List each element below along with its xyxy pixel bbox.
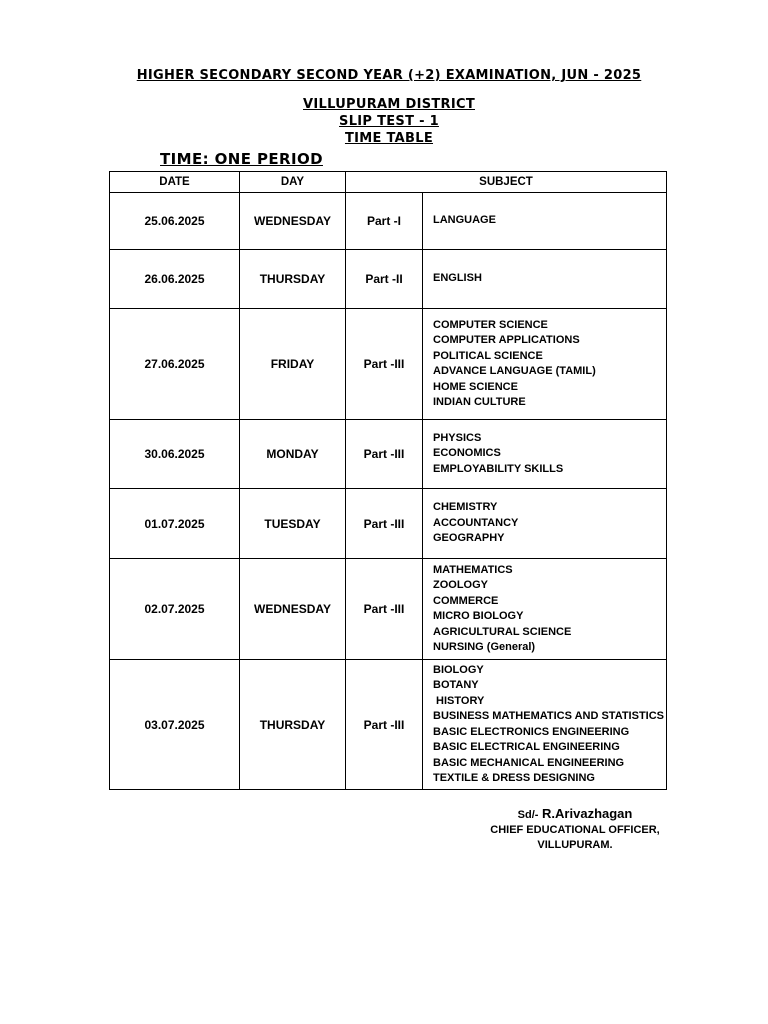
table-row	[110, 420, 667, 489]
row-day: THURSDAY	[240, 250, 346, 309]
row-part: Part -II	[346, 250, 423, 309]
subject-item: HOME SCIENCE	[433, 380, 518, 393]
subject-item: NURSING (General)	[433, 641, 536, 653]
subject-item: ZOOLOGY	[433, 579, 488, 591]
subject-item: BASIC MECHANICAL ENGINEERING	[433, 756, 625, 769]
row-day: TUESDAY	[240, 489, 346, 559]
subject-item: TEXTILE & DRESS DESIGNING	[433, 772, 595, 784]
slip-test-title: SLIP TEST - 1	[339, 114, 439, 129]
row-date: 02.07.2025	[110, 559, 240, 660]
row-part: Part -III	[346, 559, 423, 660]
timetable	[109, 171, 667, 790]
subject-item: PHYSICS	[433, 431, 482, 444]
subject-item: AGRICULTURAL SCIENCE	[433, 625, 572, 638]
row-date: 03.07.2025	[110, 660, 240, 790]
row-date: 30.06.2025	[110, 420, 240, 489]
header-subject: SUBJECT	[346, 172, 667, 193]
row-part: Part -III	[346, 489, 423, 559]
row-date: 27.06.2025	[110, 309, 240, 420]
subject-item: ADVANCE LANGUAGE (TAMIL)	[433, 365, 596, 377]
signature-name: R.Arivazhagan	[542, 806, 633, 821]
table-header-row	[110, 172, 667, 193]
row-subjects	[423, 250, 667, 309]
row-date: 01.07.2025	[110, 489, 240, 559]
signature-prefix: Sd/-	[517, 809, 539, 821]
row-subjects	[423, 559, 667, 660]
row-day: WEDNESDAY	[240, 193, 346, 250]
row-subjects	[423, 193, 667, 250]
table-row	[110, 660, 667, 790]
subject-item: HISTORY	[433, 694, 485, 707]
subject-item: BOTANY	[433, 679, 479, 691]
row-date: 25.06.2025	[110, 193, 240, 250]
row-date: 26.06.2025	[110, 250, 240, 309]
subject-item: BUSINESS MATHEMATICS AND STATISTICS	[433, 710, 664, 722]
header-day: DAY	[240, 172, 346, 193]
subject-item: MICRO BIOLOGY	[433, 610, 524, 622]
subject-item: LANGUAGE	[433, 214, 496, 227]
subject-item: BIOLOGY	[433, 663, 484, 676]
table-row	[110, 193, 667, 250]
subject-item: COMMERCE	[433, 594, 499, 607]
row-part: Part -I	[346, 193, 423, 250]
subject-item: COMPUTER APPLICATIONS	[433, 334, 580, 346]
table-row	[110, 250, 667, 309]
subject-item: ACCOUNTANCY	[433, 516, 519, 529]
signature-place: VILLUPURAM.	[537, 839, 613, 851]
subject-item: CHEMISTRY	[433, 501, 498, 514]
subject-item: BASIC ELECTRONICS ENGINEERING	[433, 725, 630, 738]
row-subjects	[423, 309, 667, 420]
exam-title: HIGHER SECONDARY SECOND YEAR (+2) EXAMINATION, JUN - 2025	[136, 68, 642, 83]
subject-item: GEOGRAPHY	[433, 532, 505, 545]
row-day: THURSDAY	[240, 660, 346, 790]
subject-item: EMPLOYABILITY SKILLS	[433, 462, 564, 475]
table-row	[110, 559, 667, 660]
row-subjects	[423, 660, 667, 790]
district-title: VILLUPURAM DISTRICT	[303, 97, 475, 112]
row-day: MONDAY	[240, 420, 346, 489]
row-day: WEDNESDAY	[240, 559, 346, 660]
header-date: DATE	[110, 172, 240, 193]
row-part: Part -III	[346, 660, 423, 790]
subject-item: COMPUTER SCIENCE	[433, 318, 548, 331]
time-duration: TIME: ONE PERIOD	[160, 150, 323, 168]
subject-item: BASIC ELECTRICAL ENGINEERING	[433, 741, 620, 753]
subject-item: POLITICAL SCIENCE	[433, 349, 543, 362]
row-part: Part -III	[346, 309, 423, 420]
subject-item: ENGLISH	[433, 272, 482, 285]
subject-item: INDIAN CULTURE	[433, 396, 526, 408]
row-subjects	[423, 489, 667, 559]
table-body	[110, 193, 667, 790]
row-part: Part -III	[346, 420, 423, 489]
row-day: FRIDAY	[240, 309, 346, 420]
signature-name-line	[480, 806, 670, 821]
timetable-title: TIME TABLE	[344, 131, 434, 146]
signature-title: CHIEF EDUCATIONAL OFFICER,	[490, 824, 660, 836]
table-row	[110, 489, 667, 559]
subject-item: MATHEMATICS	[433, 563, 513, 576]
subject-item: ECONOMICS	[433, 447, 501, 460]
row-subjects	[423, 420, 667, 489]
table-row	[110, 309, 667, 420]
